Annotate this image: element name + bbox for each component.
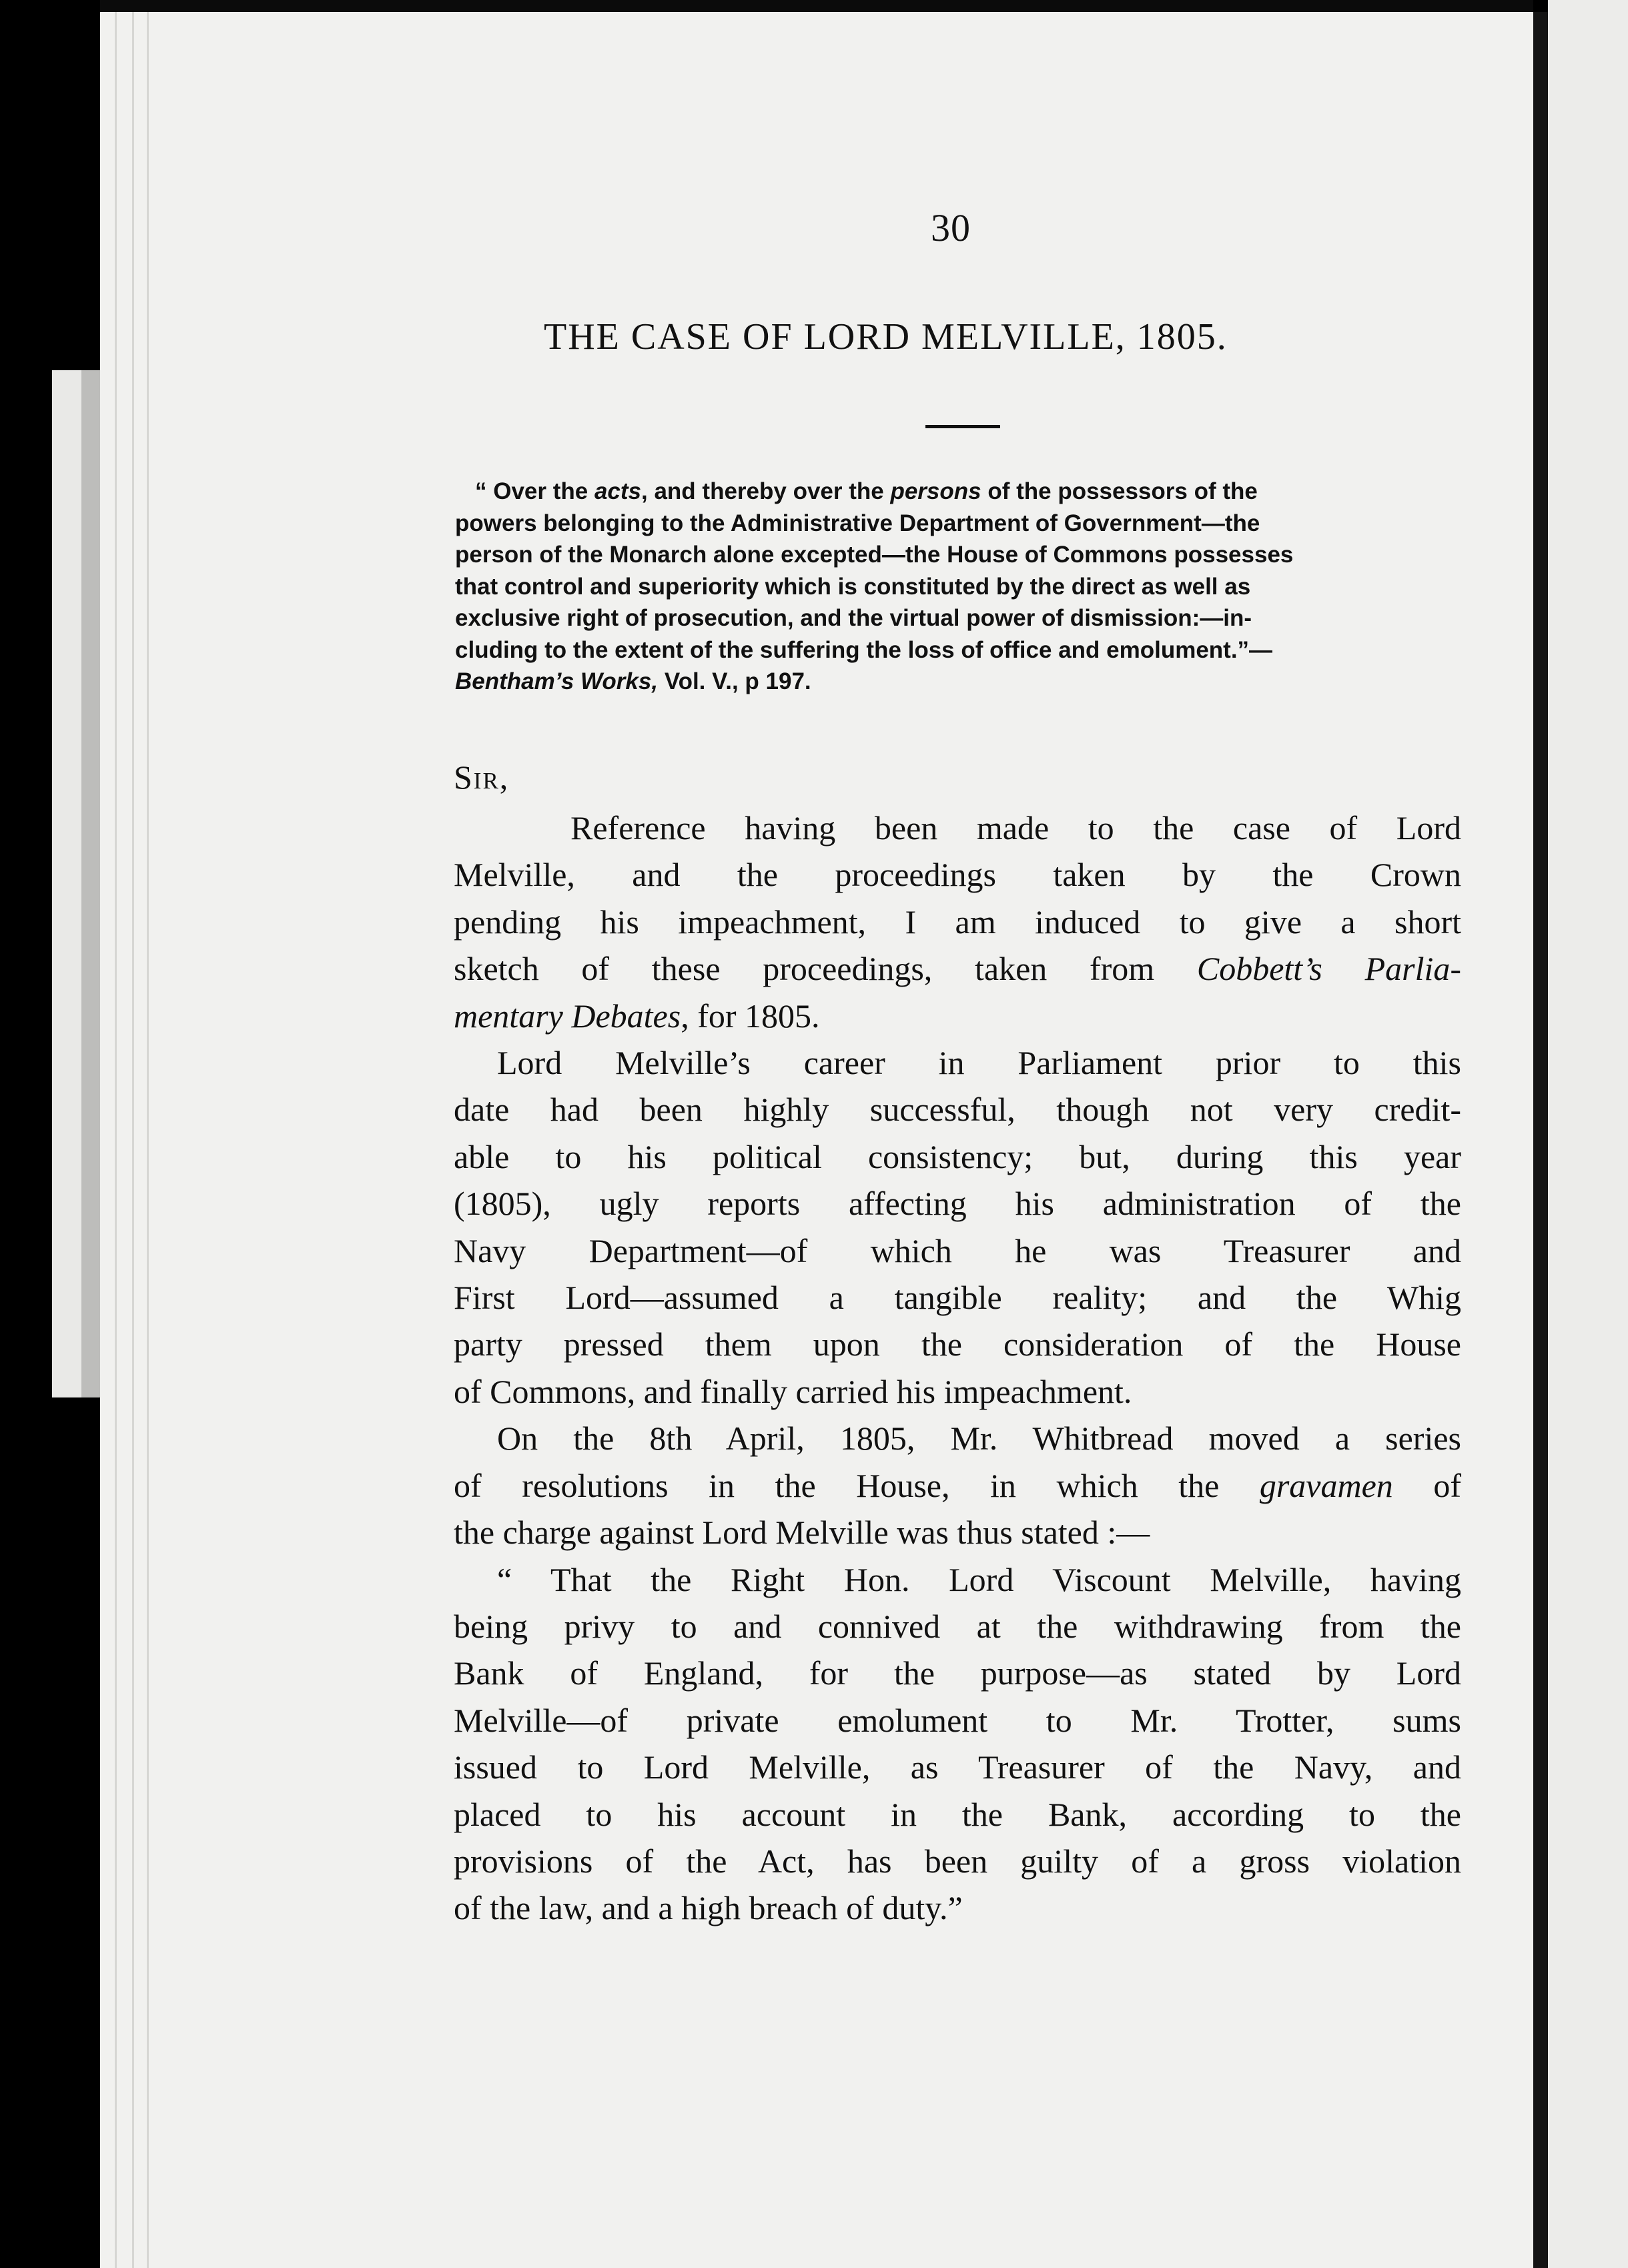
body-line: Lord Melville’s career in Parliament prior to this <box>497 1044 1461 1082</box>
body-line: of resolutions in the House, in which the gravamen of <box>454 1466 1461 1504</box>
body-line: On the 8th April, 1805, Mr. Whitbread moved a series <box>497 1420 1461 1458</box>
body-line: of Commons, and finally carried his impeachment. <box>454 1372 1132 1410</box>
body-line: party pressed them upon the consideration of the House <box>454 1325 1461 1363</box>
epigraph-line: person of the Monarch alone excepted—the House of Commons possesses <box>455 542 1294 568</box>
page-number: 30 <box>931 206 971 249</box>
quote-line: “ That the Right Hon. Lord Viscount Melville, having <box>497 1560 1461 1598</box>
body-line: the charge against Lord Melville was thus stated :— <box>454 1514 1150 1552</box>
book-page <box>100 12 1533 2268</box>
quote-line: Melville—of private emolument to Mr. Trotter, sums <box>454 1701 1461 1739</box>
body-line: First Lord—assumed a tangible reality; and the Whig <box>454 1279 1461 1317</box>
body-line: (1805), ugly reports affecting his administration of the <box>454 1185 1461 1223</box>
body-line: Reference having been made to the case of Lord <box>570 809 1461 846</box>
page-title: THE CASE OF LORD MELVILLE, 1805. <box>544 316 1228 358</box>
page-edge-line <box>115 12 117 2268</box>
page-tab-shadow <box>81 370 100 1397</box>
epigraph-line: powers belonging to the Administrative Department of Government—the <box>455 510 1260 536</box>
facing-page-edge <box>1548 0 1628 2268</box>
body-line: sketch of these proceedings, taken from Cobbett’s Parlia- <box>454 950 1461 988</box>
epigraph-source: Bentham’s Works, Vol. V., p 197. <box>455 668 811 694</box>
epigraph-line: cluding to the extent of the suffering the loss of office and emolument.”— <box>455 636 1273 663</box>
page-edge-line <box>132 12 134 2268</box>
body-line: mentary Debates, for 1805. <box>454 997 820 1035</box>
letter-body <box>454 804 1461 1932</box>
scan-top-border <box>100 0 1533 13</box>
quote-line: of the law, and a high breach of duty.” <box>454 1889 963 1927</box>
epigraph-line: “ Over the acts, and thereby over the persons of the possessors of the <box>475 478 1258 504</box>
epigraph-quote <box>455 476 1469 698</box>
quote-line: Bank of England, for the purpose—as stated by Lord <box>454 1654 1461 1692</box>
epigraph-line: exclusive right of prosecution, and the virtual power of dismission:—in- <box>455 605 1252 631</box>
body-line: Navy Department—of which he was Treasurer and <box>454 1231 1461 1269</box>
quote-line: being privy to and connived at the withdrawing from the <box>454 1607 1461 1645</box>
epigraph-line: that control and superiority which is constituted by the direct as well as <box>455 573 1251 600</box>
page-edge-line <box>147 12 149 2268</box>
body-line: date had been highly successful, though not very credit- <box>454 1091 1461 1129</box>
quote-line: provisions of the Act, has been guilty of a gross violation <box>454 1842 1461 1880</box>
body-line: pending his impeachment, I am induced to give a short <box>454 903 1461 941</box>
title-divider <box>925 425 1000 428</box>
quote-line: placed to his account in the Bank, according to the <box>454 1795 1461 1833</box>
body-line: able to his political consistency; but, during this year <box>454 1137 1461 1175</box>
letter-salutation: Sir, <box>454 758 510 796</box>
body-line: Melville, and the proceedings taken by the Crown <box>454 856 1461 894</box>
quote-line: issued to Lord Melville, as Treasurer of the Navy, and <box>454 1748 1461 1786</box>
page-tab-edge <box>52 370 81 1397</box>
